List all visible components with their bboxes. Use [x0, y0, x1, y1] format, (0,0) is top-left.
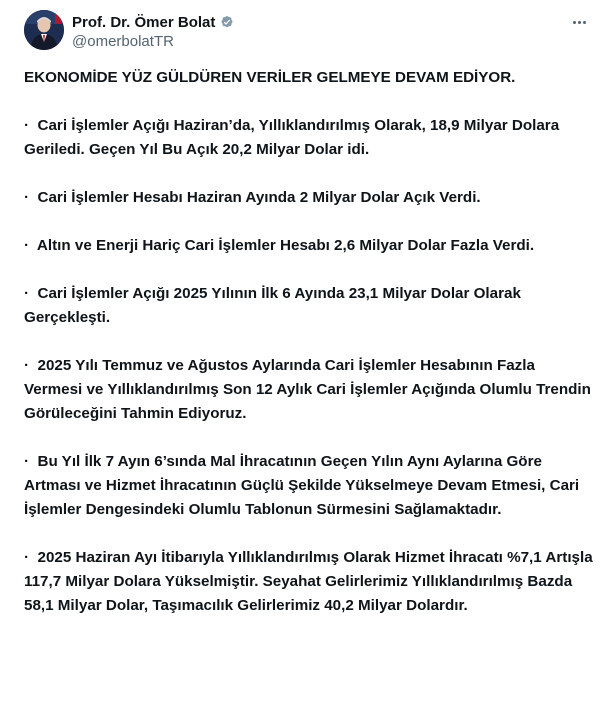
author-name-row — [72, 12, 235, 32]
tweet-headline: EKONOMİDE YÜZ GÜLDÜREN VERİLER GELMEYE DEVAM EDİYOR. — [24, 69, 516, 86]
author-block — [72, 12, 235, 50]
avatar[interactable] — [24, 10, 64, 50]
tweet-bullet: · 2025 Haziran Ayı İtibarıyla Yıllıklandırılmış Olarak Hizmet İhracatı %7,1 Artışla 117,7 Milyar Dolara Yükselmiştir. Seyahat Gelirlerimiz Yıllıklandırılmış Bazda 58,1 Milyar Dolar, Taşımacılık Gelirlerimiz 40,2 Milyar Dolardır. — [24, 549, 597, 614]
author-handle[interactable]: @omerbolatTR — [72, 33, 174, 50]
tweet-bullet: · 2025 Yılı Temmuz ve Ağustos Aylarında Cari İşlemler Hesabının Fazla Vermesi ve Yıllıklandırılmış Son 12 Aylık Cari İşlemler Açığında Olumlu Trendin Görüleceğini Tahmin Ediyoruz. — [24, 357, 596, 422]
tweet-bullet: · Cari İşlemler Hesabı Haziran Ayında 2 Milyar Dolar Açık Verdi. — [24, 189, 481, 206]
more-options-icon — [573, 21, 586, 24]
tweet-bullet: · Altın ve Enerji Hariç Cari İşlemler Hesabı 2,6 Milyar Dolar Fazla Verdi. — [24, 237, 535, 254]
more-options-button[interactable] — [563, 10, 595, 34]
tweet-text — [24, 66, 596, 618]
tweet-bullet: · Bu Yıl İlk 7 Ayın 6’sında Mal İhracatının Geçen Yılın Aynı Aylarına Göre Artması ve Hizmet İhracatının Güçlü Şekilde Yükselmeye Devam Etmesi, Cari İşlemler Dengesindeki Olumlu Tablonun Sürmesini Sağlamaktadır. — [24, 453, 584, 518]
avatar-image — [24, 10, 64, 50]
tweet-bullet: · Cari İşlemler Açığı Haziran’da, Yıllıklandırılmış Olarak, 18,9 Milyar Dolara Geriledi. Geçen Yıl Bu Açık 20,2 Milyar Dolar idi. — [24, 117, 564, 158]
tweet-header — [24, 10, 595, 54]
verified-badge-icon — [219, 14, 235, 30]
display-name[interactable]: Prof. Dr. Ömer Bolat — [72, 13, 216, 31]
tweet-bullet: · Cari İşlemler Açığı 2025 Yılının İlk 6 Ayında 23,1 Milyar Dolar Olarak Gerçekleşti. — [24, 285, 526, 326]
